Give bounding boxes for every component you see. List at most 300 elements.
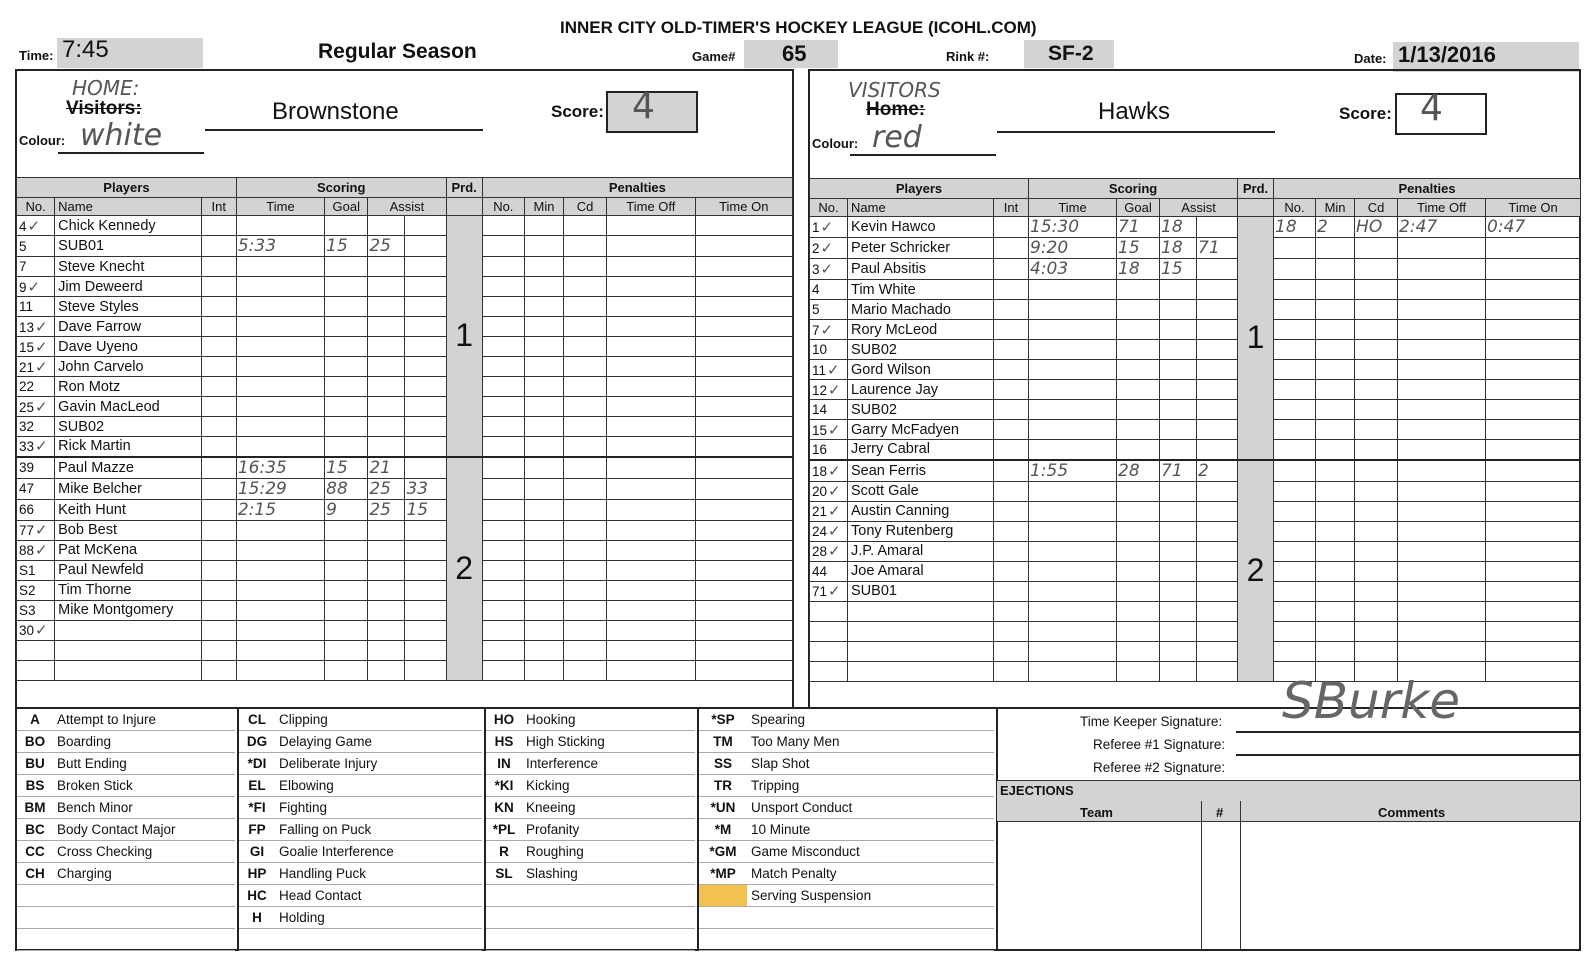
- table-row: [810, 380, 1581, 400]
- assist-1: [368, 437, 405, 457]
- penalty-code-description: [522, 885, 695, 907]
- penalty-minutes: [524, 478, 563, 499]
- goal-scorer: [325, 297, 368, 317]
- assist-2: [1197, 400, 1238, 420]
- list-item: [17, 731, 235, 753]
- penalty-time-off: [607, 417, 695, 437]
- goal-time: [236, 580, 324, 600]
- assist-1: [368, 397, 405, 417]
- penalty-code: [1355, 360, 1398, 380]
- ejections-divider-a: [1201, 801, 1202, 949]
- list-item: [486, 753, 695, 775]
- player-name: [55, 620, 202, 640]
- assist-2: [1197, 661, 1238, 681]
- assist-1: [368, 660, 405, 680]
- penalty-code-description: Cross Checking: [53, 841, 235, 863]
- assist-2: [1197, 320, 1238, 340]
- right-team-name: Hawks: [1098, 98, 1171, 125]
- player-name: Ron Motz: [55, 377, 202, 397]
- penalty-code-abbrev: *FI: [239, 797, 275, 819]
- assist-2: [405, 337, 446, 357]
- assist-2: [405, 317, 446, 337]
- goal-time: [1029, 501, 1117, 521]
- penalty-code-abbrev: *DI: [239, 753, 275, 775]
- players-group-header: Players: [810, 179, 1029, 199]
- penalty-player-number: [482, 297, 524, 317]
- penalty-player-number: [482, 257, 524, 277]
- player-name: John Carvelo: [55, 357, 202, 377]
- assist-2: [1197, 380, 1238, 400]
- penalty-player-number: [482, 600, 524, 620]
- left-score-value: 4: [632, 86, 655, 127]
- goal-scorer: [1117, 521, 1160, 541]
- left-team-name: Brownstone: [272, 98, 399, 125]
- penalty-code-abbrev: [239, 929, 275, 951]
- penalty-player-number: [1274, 280, 1316, 300]
- player-int: [201, 337, 236, 357]
- table-row: [810, 259, 1581, 280]
- penalty-minutes: [1316, 481, 1355, 501]
- check-mark-icon: ✓: [35, 357, 48, 376]
- penalty-time-off: 2:47: [1398, 217, 1486, 238]
- penalty-player-number: [482, 397, 524, 417]
- player-int: [201, 257, 236, 277]
- assist-1: [368, 317, 405, 337]
- goal-scorer: [325, 560, 368, 580]
- penalty-code-description: [522, 929, 695, 951]
- goal-scorer: [1117, 641, 1160, 661]
- list-item: [699, 885, 994, 907]
- assist-2: [405, 297, 446, 317]
- list-item: [17, 775, 235, 797]
- penalty-time-off: [607, 520, 695, 540]
- penalty-code-description: Hooking: [522, 709, 695, 731]
- penalty-code-abbrev: R: [486, 841, 522, 863]
- list-item: [699, 841, 994, 863]
- assist-1: [1160, 581, 1197, 601]
- assist-1: 25: [368, 478, 405, 499]
- assist-1: [368, 337, 405, 357]
- penalty-player-number: [482, 317, 524, 337]
- player-number: 9✓: [17, 277, 55, 297]
- penalty-code-abbrev: IN: [486, 753, 522, 775]
- player-name: Jim Deweerd: [55, 277, 202, 297]
- penalty-time-off: [1398, 340, 1486, 360]
- penalty-time-off: [607, 640, 695, 660]
- goal-time: [236, 357, 324, 377]
- penalty-time-off: [607, 580, 695, 600]
- penalty-player-number: [482, 520, 524, 540]
- player-name: Garry McFadyen: [848, 420, 994, 440]
- player-int: [201, 397, 236, 417]
- list-item: [239, 841, 482, 863]
- assist-2: [405, 437, 446, 457]
- penalty-time-on: [1486, 601, 1581, 621]
- player-int: [994, 400, 1029, 420]
- penalty-time-on: [695, 297, 792, 317]
- player-name: [848, 601, 994, 621]
- goal-time: [1029, 320, 1117, 340]
- period-group-header: Prd.: [446, 178, 482, 198]
- penalty-minutes: [524, 660, 563, 680]
- player-number: 11✓: [810, 360, 848, 380]
- penalty-code-description: Kneeing: [522, 797, 695, 819]
- time-on-col-header: Time On: [1486, 199, 1581, 217]
- player-number: 5: [810, 300, 848, 320]
- penalty-time-off: [1398, 541, 1486, 561]
- player-number: 15✓: [17, 337, 55, 357]
- player-number: 28✓: [810, 541, 848, 561]
- penalty-code: [1355, 340, 1398, 360]
- assist-2: [405, 660, 446, 680]
- penalty-code-abbrev: [699, 907, 747, 929]
- number-col-header: No.: [17, 198, 55, 216]
- goal-col-header: Goal: [325, 198, 368, 216]
- check-mark-icon: ✓: [27, 277, 41, 296]
- goal-scorer: [1117, 320, 1160, 340]
- penalty-time-off: [1398, 561, 1486, 581]
- assist-1: [1160, 340, 1197, 360]
- list-item: [239, 907, 482, 929]
- check-mark-icon: ✓: [27, 216, 41, 235]
- penalty-time-on: [695, 417, 792, 437]
- penalty-code: [564, 457, 607, 479]
- penalty-code: [564, 478, 607, 499]
- table-row: [810, 217, 1581, 238]
- goal-time: 15:29: [236, 478, 324, 499]
- player-number: 47: [17, 478, 55, 499]
- penalty-minutes: [1316, 340, 1355, 360]
- penalty-code-abbrev: BO: [17, 731, 53, 753]
- table-row: [810, 561, 1581, 581]
- player-int: [201, 357, 236, 377]
- name-col-header: Name: [55, 198, 202, 216]
- assist-2: [1197, 440, 1238, 460]
- penalty-time-on: [1486, 238, 1581, 259]
- penalty-time-on: [1486, 340, 1581, 360]
- penalty-time-on: [695, 236, 792, 257]
- goal-scorer: [1117, 300, 1160, 320]
- penalty-time-off: [607, 600, 695, 620]
- penalty-time-on: [695, 540, 792, 560]
- player-name: [848, 661, 994, 681]
- check-mark-icon: ✓: [828, 542, 841, 560]
- check-mark-icon: ✓: [35, 337, 48, 356]
- penalty-code-description: Tripping: [747, 775, 994, 797]
- player-name: Scott Gale: [848, 481, 994, 501]
- penalty-code: [564, 499, 607, 520]
- penalty-time-on: [695, 317, 792, 337]
- penalty-minutes: [524, 236, 563, 257]
- goal-scorer: [325, 600, 368, 620]
- penalty-time-on: [1486, 661, 1581, 681]
- goal-time: [236, 417, 324, 437]
- penalty-player-number: [482, 640, 524, 660]
- left-printed-role: Visitors:: [66, 98, 142, 119]
- player-number: 1✓: [810, 217, 848, 238]
- penalty-time-on: [1486, 481, 1581, 501]
- player-name: Steve Styles: [55, 297, 202, 317]
- table-row: [17, 397, 793, 417]
- player-int: [994, 380, 1029, 400]
- penalty-time-on: [1486, 259, 1581, 280]
- player-name: Rick Martin: [55, 437, 202, 457]
- player-name: Pat McKena: [55, 540, 202, 560]
- penalty-code-abbrev: [699, 929, 747, 951]
- assist-2: [405, 600, 446, 620]
- player-int: [201, 277, 236, 297]
- list-item: [699, 731, 994, 753]
- player-int: [201, 580, 236, 600]
- penalty-code-description: Delaying Game: [275, 731, 482, 753]
- penalty-legend-col-2: [239, 709, 482, 951]
- penalty-code-description: Handling Puck: [275, 863, 482, 885]
- goal-scorer: 9: [325, 499, 368, 520]
- penalty-time-off: [1398, 601, 1486, 621]
- penalty-code-description: Holding: [275, 907, 482, 929]
- list-item: [486, 841, 695, 863]
- list-item: [699, 907, 994, 929]
- penalty-time-on: [695, 499, 792, 520]
- goal-scorer: [1117, 561, 1160, 581]
- penalties-group-header: Penalties: [1274, 179, 1581, 199]
- player-int: [201, 478, 236, 499]
- game-value: 65: [782, 41, 807, 66]
- penalty-time-on: [695, 277, 792, 297]
- penalty-code: [1355, 320, 1398, 340]
- player-int: [994, 280, 1029, 300]
- penalty-code: [564, 620, 607, 640]
- table-row: [17, 540, 793, 560]
- list-item: [239, 819, 482, 841]
- goal-scorer: [1117, 621, 1160, 641]
- goal-time: [1029, 661, 1117, 681]
- penalty-player-number: [1274, 400, 1316, 420]
- player-name: Gavin MacLeod: [55, 397, 202, 417]
- penalty-player-number: [482, 499, 524, 520]
- player-int: [994, 641, 1029, 661]
- penalty-code-abbrev: *PL: [486, 819, 522, 841]
- penalty-code-description: [53, 929, 235, 951]
- assist-1: [1160, 440, 1197, 460]
- penalty-code-abbrev: HS: [486, 731, 522, 753]
- penalty-code-abbrev: KN: [486, 797, 522, 819]
- goal-time: [236, 560, 324, 580]
- player-number: 32: [17, 417, 55, 437]
- penalty-code-abbrev: CL: [239, 709, 275, 731]
- player-number: 5: [17, 236, 55, 257]
- player-int: [201, 236, 236, 257]
- penalty-code-description: Spearing: [747, 709, 994, 731]
- penalty-player-number: [1274, 420, 1316, 440]
- period-col-header: [446, 198, 482, 216]
- table-row: [810, 300, 1581, 320]
- penalty-code-description: Charging: [53, 863, 235, 885]
- assist-1: [368, 620, 405, 640]
- date-value: 1/13/2016: [1398, 42, 1496, 67]
- player-name: Tim Thorne: [55, 580, 202, 600]
- penalty-code: [1355, 581, 1398, 601]
- period-2-label: 2: [1238, 460, 1274, 682]
- left-colour-label: Colour:: [19, 133, 66, 148]
- penalty-min-col-header: Min: [524, 198, 563, 216]
- goal-time: [1029, 300, 1117, 320]
- penalty-code: [1355, 561, 1398, 581]
- penalty-minutes: [1316, 380, 1355, 400]
- list-item: [239, 753, 482, 775]
- player-int: [994, 460, 1029, 482]
- penalty-time-on: [1486, 641, 1581, 661]
- penalty-code-abbrev: CC: [17, 841, 53, 863]
- assist-col-header: Assist: [1160, 199, 1238, 217]
- table-row: [17, 437, 793, 457]
- goal-scorer: [1117, 481, 1160, 501]
- penalty-player-number: [482, 580, 524, 600]
- penalty-time-on: [1486, 460, 1581, 482]
- penalty-minutes: [1316, 541, 1355, 561]
- penalty-minutes: [524, 640, 563, 660]
- penalty-time-off: [1398, 360, 1486, 380]
- player-number: 66: [17, 499, 55, 520]
- goal-scorer: [1117, 400, 1160, 420]
- player-int: [201, 457, 236, 479]
- penalty-code-description: Match Penalty: [747, 863, 994, 885]
- right-score-value: 4: [1420, 88, 1443, 129]
- penalty-player-number: [482, 236, 524, 257]
- list-item: [699, 753, 994, 775]
- penalty-code: [564, 257, 607, 277]
- table-row: [17, 337, 793, 357]
- timekeeper-sig-label: Time Keeper Signature:: [1080, 714, 1223, 729]
- penalty-code-abbrev: *SP: [699, 709, 747, 731]
- penalty-number-col-header: No.: [1274, 199, 1316, 217]
- penalty-time-on: 0:47: [1486, 217, 1581, 238]
- assist-1: [1160, 280, 1197, 300]
- penalty-code-description: Falling on Puck: [275, 819, 482, 841]
- penalty-player-number: [1274, 360, 1316, 380]
- player-name: Tim White: [848, 280, 994, 300]
- penalty-code-description: Elbowing: [275, 775, 482, 797]
- penalty-code-abbrev: HC: [239, 885, 275, 907]
- list-item: [486, 819, 695, 841]
- check-mark-icon: ✓: [828, 482, 841, 500]
- player-number: 21✓: [17, 357, 55, 377]
- player-name: Peter Schricker: [848, 238, 994, 259]
- penalty-time-off: [607, 257, 695, 277]
- table-row: [17, 499, 793, 520]
- penalty-number-col-header: No.: [482, 198, 524, 216]
- penalty-player-number: [1274, 521, 1316, 541]
- table-row: [810, 340, 1581, 360]
- assist-1: [368, 297, 405, 317]
- player-name: Mario Machado: [848, 300, 994, 320]
- penalty-code-abbrev: [486, 929, 522, 951]
- goal-time: [1029, 400, 1117, 420]
- ejections-team-col: Team: [1080, 805, 1113, 820]
- assist-1: [368, 640, 405, 660]
- goal-time: [236, 640, 324, 660]
- player-name: SUB01: [848, 581, 994, 601]
- goal-time: [1029, 360, 1117, 380]
- timekeeper-sig-line: [1236, 731, 1579, 733]
- goal-time: [236, 317, 324, 337]
- list-item: [17, 797, 235, 819]
- penalty-code-description: Fighting: [275, 797, 482, 819]
- player-number: [810, 661, 848, 681]
- assist-1: [1160, 641, 1197, 661]
- penalty-code-description: Clipping: [275, 709, 482, 731]
- assist-1: 71: [1160, 460, 1197, 482]
- goal-time: 16:35: [236, 457, 324, 479]
- table-row: [17, 600, 793, 620]
- penalty-time-on: [1486, 440, 1581, 460]
- assist-2: [405, 620, 446, 640]
- goal-scorer: [325, 257, 368, 277]
- penalty-code-abbrev: GI: [239, 841, 275, 863]
- int-col-header: Int: [201, 198, 236, 216]
- goal-scorer: [1117, 501, 1160, 521]
- goal-scorer: [325, 520, 368, 540]
- goal-time: [236, 337, 324, 357]
- goal-scorer: [1117, 541, 1160, 561]
- penalty-code: [564, 600, 607, 620]
- penalty-player-number: [482, 620, 524, 640]
- assist-2: [1197, 420, 1238, 440]
- penalty-code: [1355, 601, 1398, 621]
- player-name: Joe Amaral: [848, 561, 994, 581]
- player-name: Bob Best: [55, 520, 202, 540]
- assist-2: [1197, 300, 1238, 320]
- table-row: [17, 580, 793, 600]
- player-name: J.P. Amaral: [848, 541, 994, 561]
- penalty-player-number: [1274, 621, 1316, 641]
- penalty-time-off: [607, 277, 695, 297]
- penalty-time-off: [1398, 621, 1486, 641]
- penalty-code-abbrev: CH: [17, 863, 53, 885]
- check-mark-icon: ✓: [35, 541, 48, 559]
- penalty-player-number: [1274, 238, 1316, 259]
- assist-2: 2: [1197, 460, 1238, 482]
- player-name: Mike Montgomery: [55, 600, 202, 620]
- penalty-code-description: Bench Minor: [53, 797, 235, 819]
- penalty-player-number: [1274, 440, 1316, 460]
- table-row: [17, 417, 793, 437]
- penalty-code: [564, 580, 607, 600]
- assist-1: [368, 580, 405, 600]
- player-name: SUB02: [848, 400, 994, 420]
- goal-time: [1029, 380, 1117, 400]
- penalty-code: [564, 660, 607, 680]
- assist-2: [405, 257, 446, 277]
- goal-time: [1029, 481, 1117, 501]
- ejections-divider-b: [1240, 801, 1241, 949]
- penalty-time-on: [695, 357, 792, 377]
- penalty-time-on: [1486, 621, 1581, 641]
- list-item: [239, 731, 482, 753]
- penalty-minutes: [1316, 280, 1355, 300]
- goal-time: 5:33: [236, 236, 324, 257]
- list-item: [239, 709, 482, 731]
- penalty-code-abbrev: DG: [239, 731, 275, 753]
- list-item: [239, 797, 482, 819]
- legend-divider-4: [996, 708, 998, 950]
- penalty-min-col-header: Min: [1316, 199, 1355, 217]
- player-int: [201, 640, 236, 660]
- penalty-minutes: [524, 457, 563, 479]
- player-number: [810, 621, 848, 641]
- check-mark-icon: ✓: [35, 437, 48, 456]
- penalty-minutes: [1316, 581, 1355, 601]
